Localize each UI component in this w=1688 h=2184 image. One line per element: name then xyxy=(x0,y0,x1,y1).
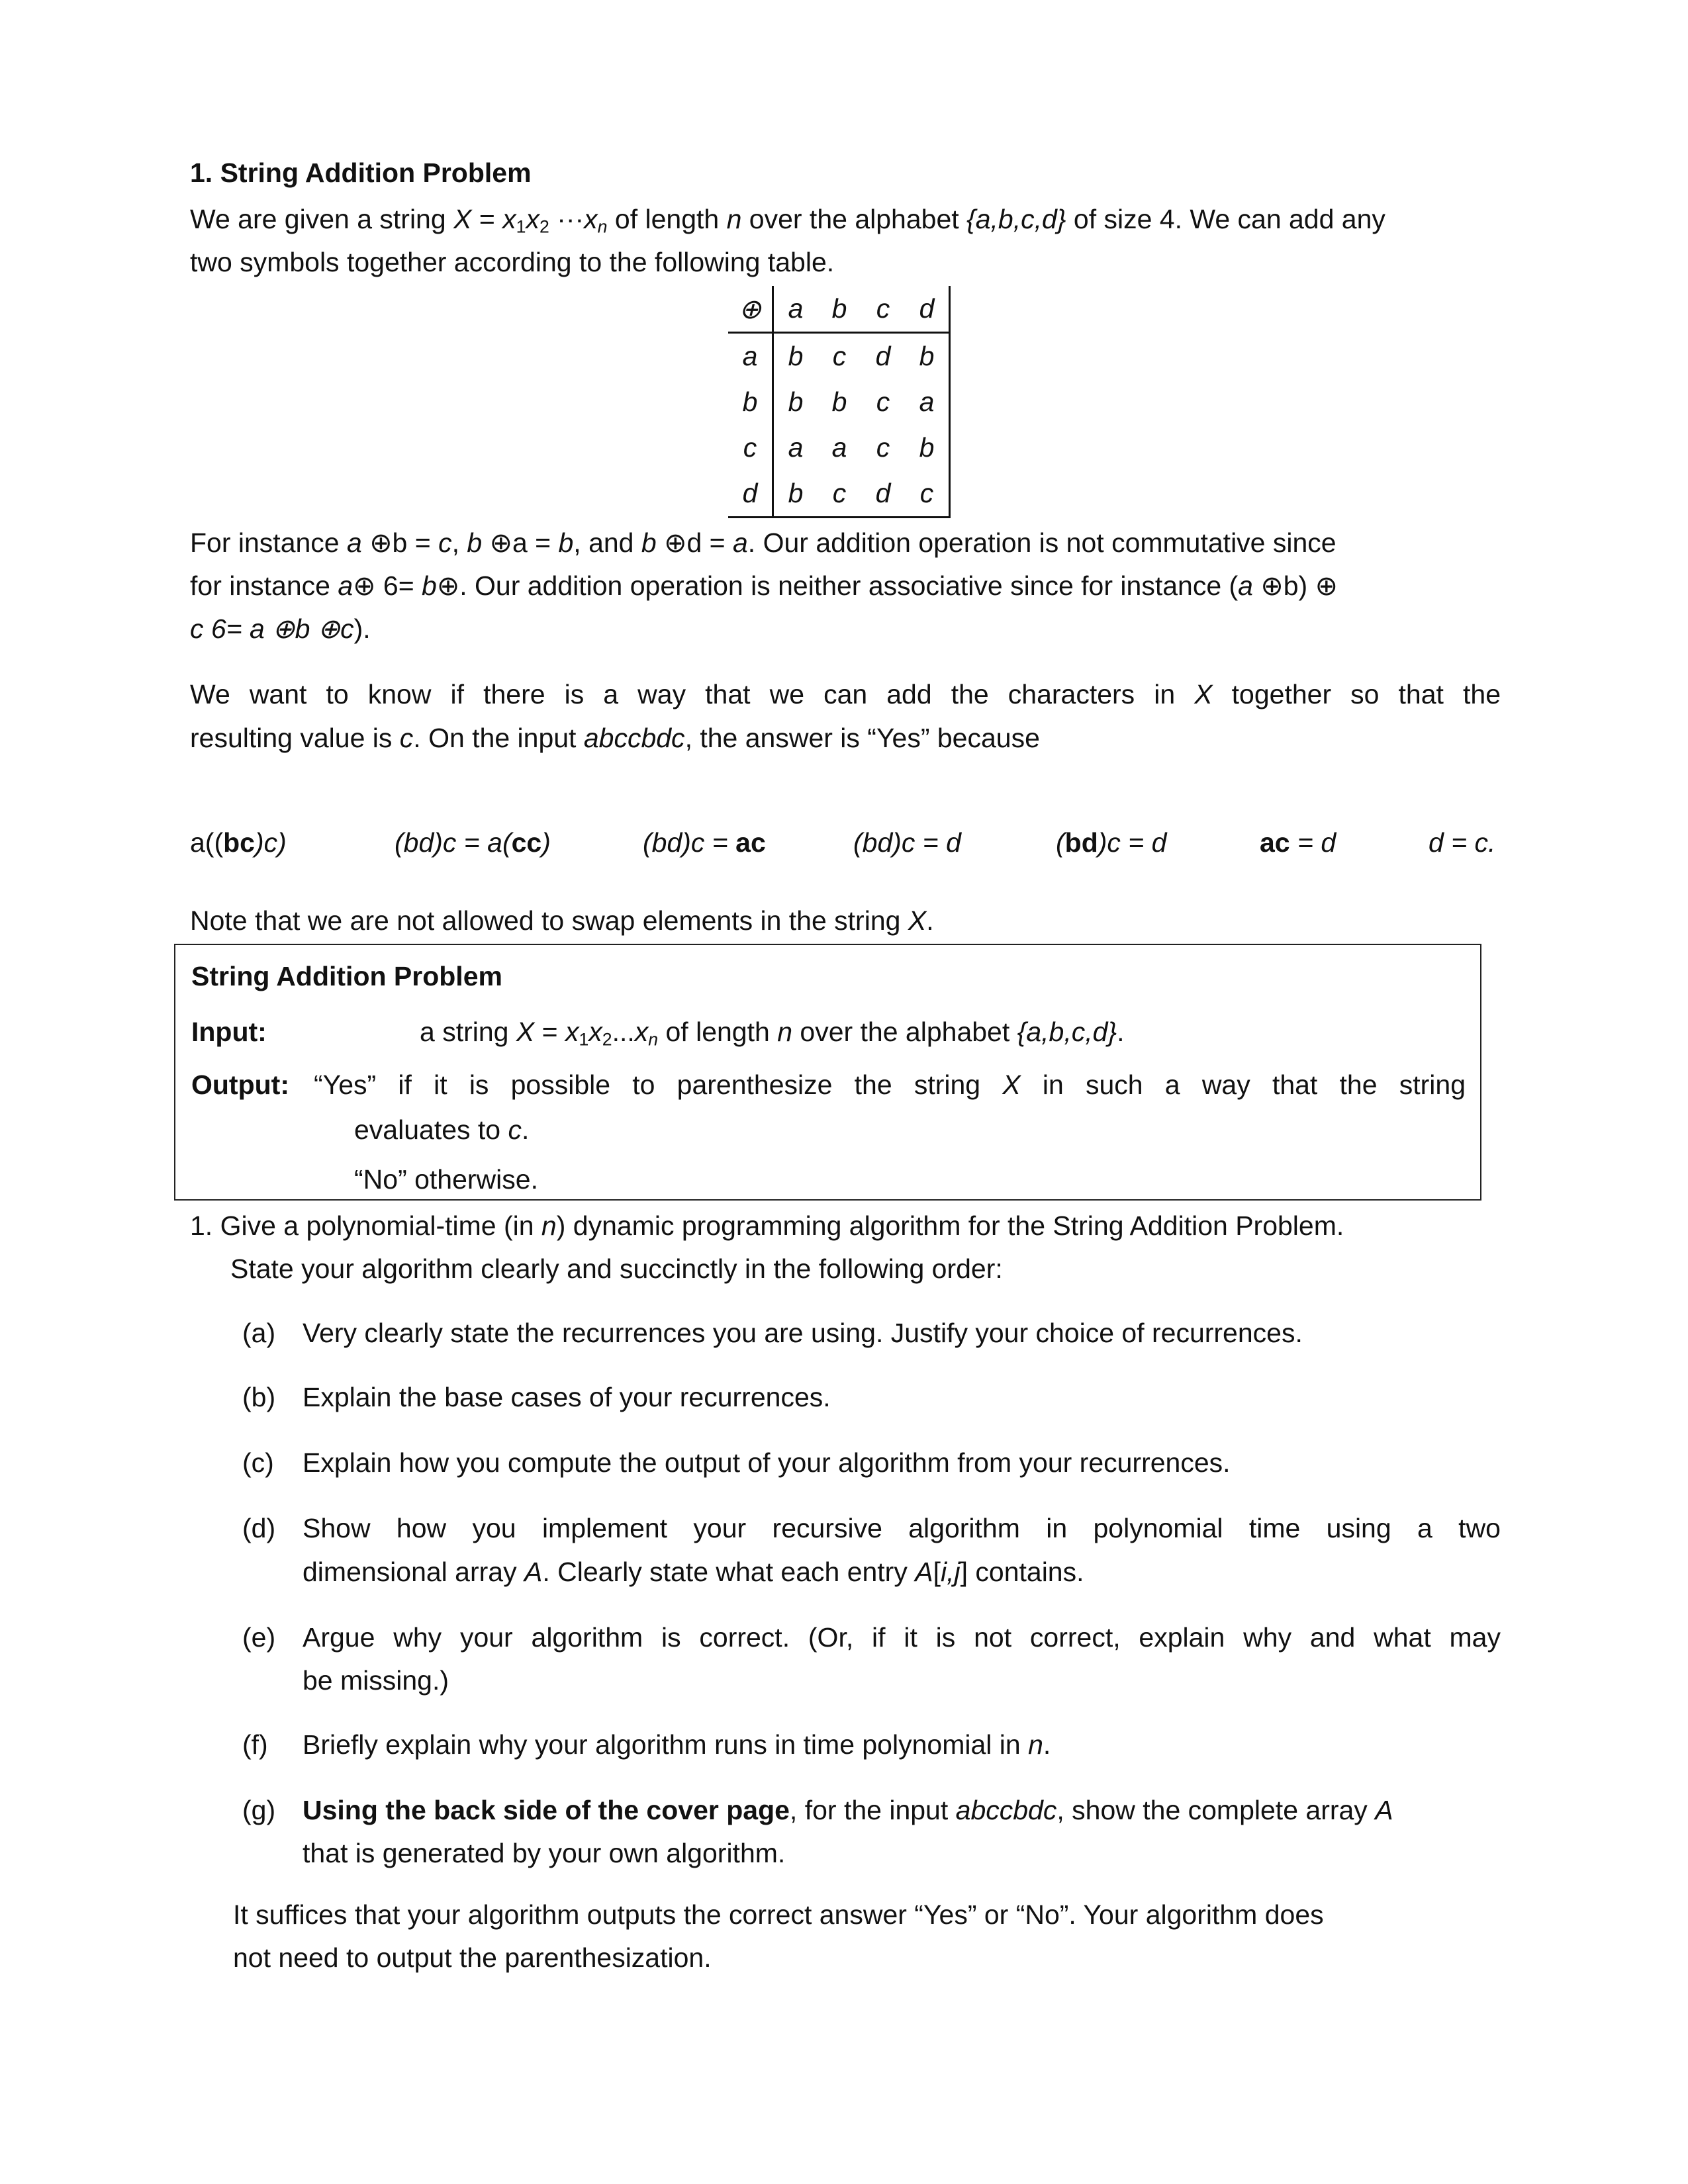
table-cell: b xyxy=(773,471,818,518)
text-run: State your algorithm clearly and succinctly in the following order: xyxy=(230,1253,1003,1284)
text-run: . xyxy=(1043,1729,1051,1760)
text-run: b xyxy=(558,527,574,558)
text-run: )c = d xyxy=(1098,827,1167,858)
text-run: “Yes” if it is possible to parenthesize the string xyxy=(314,1069,1003,1100)
text-run: together so that the xyxy=(1212,679,1501,709)
derivation-step xyxy=(1429,826,1495,859)
question-line-2 xyxy=(190,721,1040,754)
text-run: a xyxy=(1238,570,1253,601)
text-run: n xyxy=(726,204,742,234)
table-cell: c xyxy=(818,471,861,518)
addition-table xyxy=(728,286,951,518)
derivation-step xyxy=(190,826,287,859)
text-run: . xyxy=(1117,1017,1125,1047)
examples-line-2 xyxy=(190,569,1501,602)
text-run: two symbols together according to the following table. xyxy=(190,247,835,277)
table-cell: b xyxy=(905,333,950,380)
text-run: not need to output the parenthesization. xyxy=(233,1942,712,1973)
text-run: 1. Give a polynomial-time (in xyxy=(190,1210,541,1241)
derivation-step xyxy=(853,826,961,859)
text-run: Using the back side of the cover page xyxy=(303,1795,790,1825)
text-run: = xyxy=(471,204,503,234)
text-run: ··· xyxy=(549,204,585,234)
derivation-step xyxy=(395,826,551,859)
text-run: {a,b,c,d} xyxy=(1017,1017,1117,1047)
input-text xyxy=(420,1015,1125,1056)
text-run: ). xyxy=(353,614,371,644)
text-run: for instance xyxy=(190,570,338,601)
text-run: in such a way that the string xyxy=(1020,1069,1466,1100)
text-run: , the answer is “Yes” because xyxy=(684,723,1040,753)
text-run: . xyxy=(522,1115,530,1145)
text-run: abccbdc xyxy=(955,1795,1057,1825)
text-run: . Clearly state what each entry xyxy=(542,1557,915,1587)
text-run: c xyxy=(508,1115,522,1145)
text-run: 2 xyxy=(539,216,549,237)
table-cell: c xyxy=(905,471,950,518)
table-cell: d xyxy=(861,471,905,518)
text-run: n xyxy=(541,1210,557,1241)
subquestion-label: (d) xyxy=(242,1513,276,1543)
text-run: x xyxy=(565,1017,579,1047)
subquestion-label: (f) xyxy=(242,1729,268,1760)
subquestion-text xyxy=(303,1446,1231,1479)
text-run: b xyxy=(641,527,657,558)
box-title xyxy=(191,960,502,993)
input-label xyxy=(191,1015,267,1048)
table-corner-oplus: ⊕ xyxy=(728,286,773,333)
table-col-header: b xyxy=(818,286,861,333)
text-run: “No” otherwise. xyxy=(354,1164,538,1195)
text-run: of size 4. We can add any xyxy=(1066,204,1385,234)
text-run: For instance xyxy=(190,527,347,558)
subquestion-text xyxy=(303,1728,1051,1761)
intro-line-2 xyxy=(190,246,834,279)
text-run: 1. String Addition Problem xyxy=(190,158,532,188)
table-row xyxy=(728,379,950,425)
table-row-header: a xyxy=(728,333,773,380)
text-run: ⊕d = xyxy=(656,527,733,558)
text-run: . xyxy=(926,905,934,936)
text-run: ) dynamic programming algorithm for the String Addition Problem. xyxy=(556,1210,1344,1241)
text-run: , for the input xyxy=(789,1795,956,1825)
text-run: Show how you implement your recursive algorithm in polynomial time using a two xyxy=(303,1513,1501,1543)
text-run: n xyxy=(597,216,608,237)
text-run: n xyxy=(648,1029,659,1050)
text-run: over the alphabet xyxy=(792,1017,1017,1047)
text-run: A xyxy=(524,1557,543,1587)
subquestion-label: (b) xyxy=(242,1382,276,1412)
text-run: d = c. xyxy=(1429,827,1496,858)
text-run: c xyxy=(438,527,452,558)
table-cell: b xyxy=(788,341,804,371)
text-run: ... xyxy=(612,1017,635,1047)
text-run: = d xyxy=(1289,827,1336,858)
table-row-header: d xyxy=(728,471,773,518)
text-run: , xyxy=(451,527,467,558)
table-cell: b xyxy=(905,425,950,471)
text-run: . On the input xyxy=(413,723,584,753)
table-cell: b xyxy=(831,387,847,417)
text-run: cc xyxy=(511,827,542,858)
derivation-step xyxy=(1056,826,1166,859)
table-row xyxy=(728,471,950,518)
text-run: a xyxy=(732,527,748,558)
table-cell: c xyxy=(876,387,890,417)
text-run: i,j xyxy=(941,1557,961,1587)
output-continuation xyxy=(354,1113,529,1146)
text-run: dimensional array xyxy=(303,1557,524,1587)
subquestion-text xyxy=(303,1837,785,1870)
examples-line-1 xyxy=(190,526,1501,559)
text-run: Input: xyxy=(191,1017,267,1047)
intro-line-1 xyxy=(190,203,1501,244)
table-cell: c xyxy=(832,341,847,371)
table-header-row xyxy=(728,286,950,333)
text-run: bc xyxy=(223,827,255,858)
text-run: , show the complete array xyxy=(1056,1795,1376,1825)
subquestion-text xyxy=(303,1316,1303,1349)
subquestion-label: (e) xyxy=(242,1622,276,1653)
text-run: x xyxy=(634,1017,649,1047)
text-run: )c) xyxy=(254,827,287,858)
table-cell: d xyxy=(875,341,891,371)
text-run: x xyxy=(588,1017,602,1047)
text-run: x xyxy=(584,204,598,234)
text-run: X xyxy=(1002,1069,1021,1100)
table-col-header: d xyxy=(905,286,950,333)
text-run: ] contains. xyxy=(960,1557,1084,1587)
table-col-header: c xyxy=(861,286,905,333)
text-run: x xyxy=(526,204,539,234)
text-run: b xyxy=(467,527,483,558)
text-run: X xyxy=(908,905,927,936)
text-run: ) xyxy=(541,827,551,858)
table-row-header: c xyxy=(728,425,773,471)
text-run: Briefly explain why your algorithm runs in time polynomial in xyxy=(303,1729,1029,1760)
text-run: String Addition Problem xyxy=(191,961,502,991)
subquestion-text xyxy=(303,1512,1501,1545)
text-run: , and xyxy=(573,527,641,558)
note-text xyxy=(190,904,934,937)
closing-line-1 xyxy=(233,1898,1324,1931)
table-col-header: a xyxy=(773,286,818,333)
text-run: of length xyxy=(658,1017,778,1047)
text-run: a xyxy=(347,527,362,558)
text-run: b xyxy=(422,570,437,601)
text-run: Note that we are not allowed to swap elements in the string xyxy=(190,905,908,936)
text-run: ⊕b = xyxy=(361,527,439,558)
text-run: of length xyxy=(607,204,727,234)
text-run: ⊕ 6= xyxy=(353,570,422,601)
text-run: A xyxy=(1375,1795,1393,1825)
table-cell: a xyxy=(831,432,847,463)
subquestion-text xyxy=(303,1621,1501,1654)
text-run: that is generated by your own algorithm. xyxy=(303,1838,786,1868)
task-line-2 xyxy=(230,1252,1003,1285)
text-run: X xyxy=(1194,679,1213,709)
text-run: We are given a string xyxy=(190,204,454,234)
closing-line-2 xyxy=(233,1941,712,1974)
text-run: (bd)c = d xyxy=(853,827,961,858)
text-run: (bd)c = a( xyxy=(395,827,512,858)
text-run: abccbdc xyxy=(583,723,685,753)
derivation-step xyxy=(1260,826,1336,859)
output-text xyxy=(314,1068,1466,1101)
problem-heading xyxy=(190,156,532,189)
text-run: ( xyxy=(1056,827,1065,858)
text-run: evaluates to xyxy=(354,1115,508,1145)
text-run: bd xyxy=(1064,827,1098,858)
examples-line-3 xyxy=(190,612,371,645)
question-line-1 xyxy=(190,678,1501,711)
subquestion-text xyxy=(303,1381,831,1414)
text-run: a(( xyxy=(190,827,224,858)
text-run: It suffices that your algorithm outputs the correct answer “Yes” or “No”. Your algorithm does xyxy=(233,1899,1324,1930)
text-run: ⊕a = xyxy=(482,527,559,558)
text-run: X xyxy=(516,1017,535,1047)
text-run: ac xyxy=(735,827,766,858)
table-cell: c xyxy=(876,432,890,463)
text-run: a xyxy=(338,570,353,601)
text-run: n xyxy=(1028,1729,1043,1760)
text-run: = xyxy=(534,1017,565,1047)
text-run: x xyxy=(502,204,516,234)
table-row xyxy=(728,333,950,380)
text-run: (bd)c = xyxy=(643,827,736,858)
subquestion-label: (c) xyxy=(242,1447,274,1478)
text-run: We want to know if there is a way that we can add the characters in xyxy=(190,679,1195,709)
text-run: c 6= a ⊕b ⊕c xyxy=(190,614,354,644)
text-run: a string xyxy=(420,1017,516,1047)
text-run: {a,b,c,d} xyxy=(966,204,1066,234)
table-cell: a xyxy=(788,432,804,463)
table-row xyxy=(728,425,950,471)
text-run: X xyxy=(453,204,472,234)
text-run: over the alphabet xyxy=(741,204,967,234)
derivation-step xyxy=(643,826,766,859)
text-run: 2 xyxy=(602,1029,612,1050)
task-line-1 xyxy=(190,1209,1344,1242)
text-run: resulting value is xyxy=(190,723,400,753)
text-run: Output: xyxy=(191,1069,289,1100)
subquestion-text xyxy=(303,1794,1393,1827)
text-run: 1 xyxy=(516,216,526,237)
text-run: . Our addition operation is not commutative since xyxy=(747,527,1336,558)
text-run: Very clearly state the recurrences you are using. Justify your choice of recurrences. xyxy=(303,1318,1303,1348)
text-run: [ xyxy=(933,1557,941,1587)
output-no xyxy=(354,1163,538,1196)
table-row-header: b xyxy=(728,379,773,425)
text-run: c xyxy=(399,723,414,753)
text-run: Explain the base cases of your recurrences. xyxy=(303,1382,831,1412)
text-run: 1 xyxy=(579,1029,589,1050)
text-run: be missing.) xyxy=(303,1665,449,1696)
subquestion-label: (g) xyxy=(242,1795,276,1825)
text-run: ac xyxy=(1260,827,1290,858)
output-label xyxy=(191,1068,289,1101)
text-run: Explain how you compute the output of your algorithm from your recurrences. xyxy=(303,1447,1231,1478)
text-run: ⊕b) ⊕ xyxy=(1252,570,1338,601)
text-run: ⊕. Our addition operation is neither associative since for instance ( xyxy=(436,570,1239,601)
subquestion-label: (a) xyxy=(242,1318,276,1348)
subquestion-text xyxy=(303,1664,449,1697)
text-run: n xyxy=(777,1017,792,1047)
text-run: Argue why your algorithm is correct. (Or, if it is not correct, explain why and what may xyxy=(303,1622,1501,1653)
table-cell: b xyxy=(788,387,804,417)
table-cell: a xyxy=(905,379,950,425)
text-run: A xyxy=(915,1557,933,1587)
subquestion-text xyxy=(303,1555,1084,1588)
